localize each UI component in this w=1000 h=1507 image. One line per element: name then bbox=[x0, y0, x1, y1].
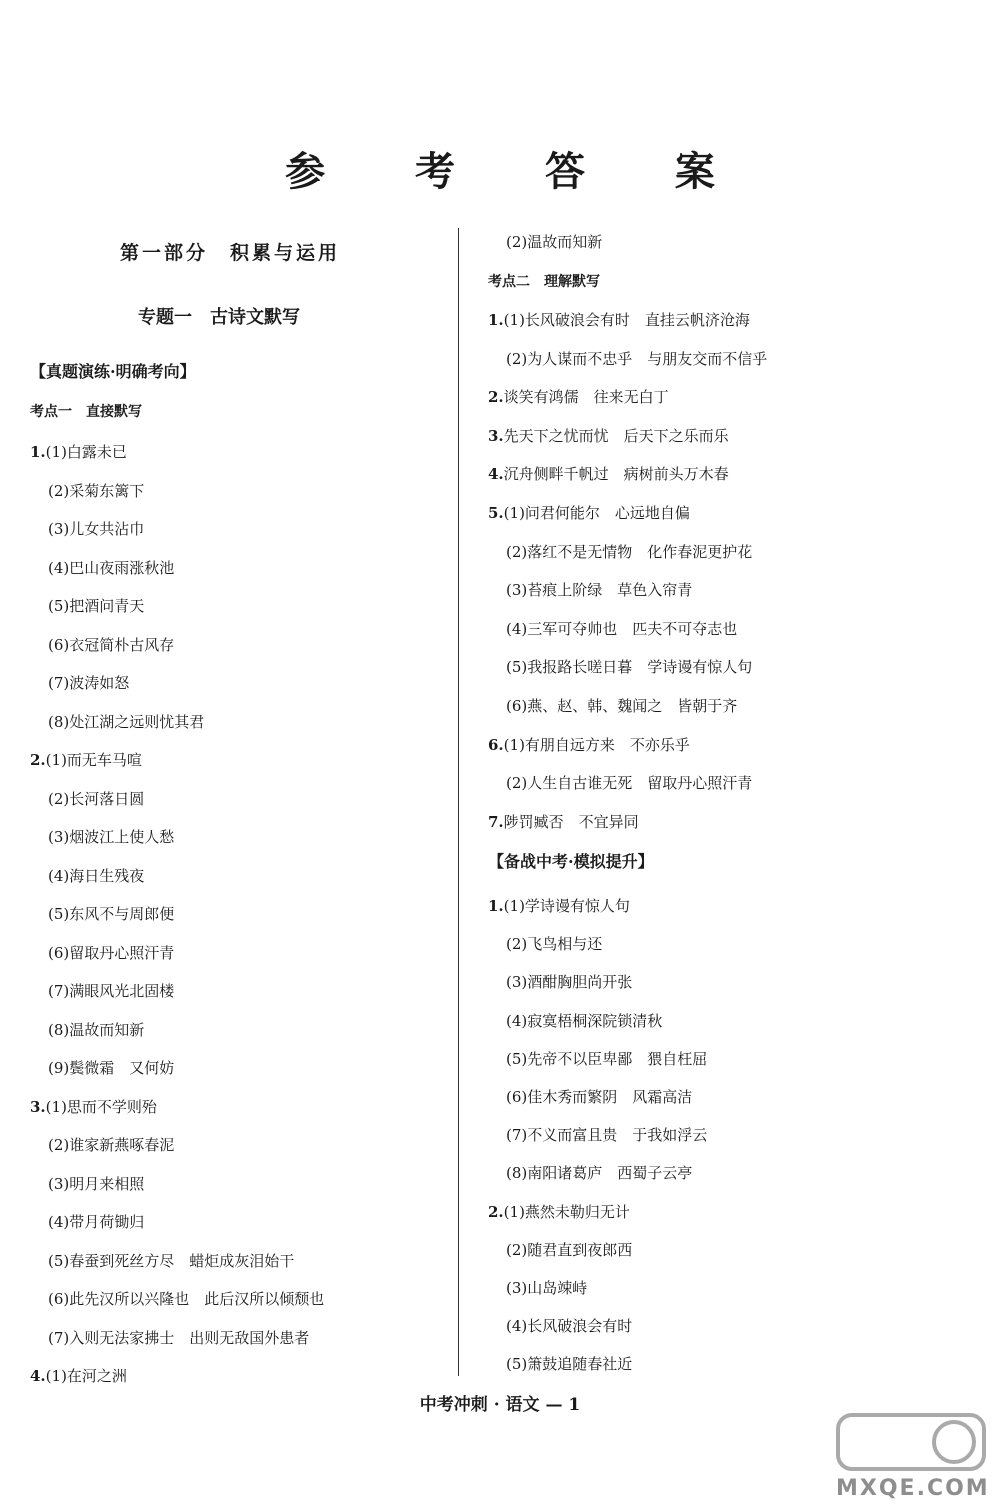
answer-text: (1)学诗谩有惊人句 bbox=[503, 897, 630, 915]
answer-line bbox=[30, 866, 144, 886]
answer-text: 陟罚臧否 不宜异同 bbox=[503, 812, 639, 831]
answer-line bbox=[30, 904, 174, 924]
answer-text: 先天下之忧而忧 后天下之乐而乐 bbox=[503, 426, 729, 445]
section-heading: 【真题演练·明确考向】 bbox=[30, 362, 196, 381]
answer-line: (2)温故而知新 bbox=[506, 233, 603, 251]
answer-text: (6)衣冠简朴古风存 bbox=[48, 635, 175, 654]
answer-text: (3)山岛竦峙 bbox=[506, 1279, 588, 1297]
answer-text: (5)箫鼓追随春社近 bbox=[506, 1355, 633, 1374]
answer-line bbox=[488, 696, 737, 716]
answer-line bbox=[488, 1240, 632, 1260]
answer-text: (2)采菊东篱下 bbox=[48, 481, 145, 500]
answer-text: (1)有朋自远方来 不亦乐乎 bbox=[503, 735, 690, 754]
answer-text: (7)波涛如怒 bbox=[48, 674, 130, 692]
answer-line bbox=[488, 1278, 587, 1298]
answer-line bbox=[488, 426, 729, 446]
answer-line bbox=[30, 1097, 157, 1117]
answer-line bbox=[488, 310, 750, 330]
part-heading: 第一部分 积累与运用 bbox=[120, 242, 341, 264]
answer-line bbox=[30, 1251, 294, 1271]
answer-text: (1)而无车马喧 bbox=[45, 751, 142, 769]
answer-line bbox=[30, 1212, 144, 1232]
answer-line bbox=[30, 750, 142, 770]
answer-text: (5)先帝不以臣卑鄙 猥自枉屈 bbox=[506, 1049, 708, 1068]
answer-line bbox=[30, 1366, 127, 1386]
answer-line bbox=[488, 735, 690, 755]
answer-line bbox=[30, 712, 204, 732]
answer-line bbox=[488, 657, 752, 677]
answer-number: 4. bbox=[488, 465, 504, 484]
answer-text: (4)海日生残夜 bbox=[48, 866, 145, 885]
answer-line bbox=[488, 580, 692, 600]
answer-number: 2. bbox=[30, 751, 46, 769]
answer-line bbox=[488, 619, 737, 639]
answer-line bbox=[488, 387, 669, 407]
answer-text: 沉舟侧畔千帆过 病树前头万木春 bbox=[503, 465, 729, 484]
answer-text: (1)在河之洲 bbox=[45, 1367, 127, 1385]
answer-text: (6)此先汉所以兴隆也 此后汉所以倾颓也 bbox=[48, 1290, 325, 1308]
answer-line bbox=[30, 1289, 324, 1309]
answer-line bbox=[488, 1354, 632, 1374]
answer-text: (4)长风破浪会有时 bbox=[506, 1317, 633, 1336]
watermark-logo-icon bbox=[836, 1411, 986, 1473]
answer-number: 2. bbox=[488, 1202, 504, 1221]
section-heading: 【备战中考·模拟提升】 bbox=[488, 852, 654, 871]
answer-line bbox=[488, 1125, 707, 1145]
answer-text: (1)燕然未勒归无计 bbox=[503, 1202, 630, 1221]
answer-line bbox=[30, 943, 174, 963]
answer-text: (8)南阳诸葛庐 西蜀子云亭 bbox=[506, 1164, 693, 1183]
answer-line bbox=[488, 1011, 662, 1031]
answer-text: (6)燕、赵、韩、魏闻之 皆朝于齐 bbox=[506, 697, 738, 715]
answer-text: (8)温故而知新 bbox=[48, 1020, 145, 1039]
answer-line bbox=[30, 827, 174, 847]
answer-text: (4)寂寞梧桐深院锁清秋 bbox=[506, 1011, 663, 1030]
answer-text: (2)飞鸟相与还 bbox=[506, 935, 603, 954]
answer-number: 1. bbox=[488, 311, 504, 329]
answer-line bbox=[30, 789, 144, 809]
answer-line bbox=[30, 635, 174, 655]
answer-line bbox=[488, 934, 602, 954]
answer-text: (2)长河落日圆 bbox=[48, 789, 145, 808]
answer-number: 5. bbox=[488, 504, 504, 522]
answer-text: (1)问君何能尔 心远地自偏 bbox=[503, 504, 690, 522]
answer-line bbox=[30, 519, 144, 539]
answer-text: (3)苔痕上阶绿 草色入帘青 bbox=[506, 581, 693, 600]
answer-line bbox=[30, 1020, 144, 1040]
answer-text: (1)白露未已 bbox=[45, 443, 127, 461]
answer-text: (4)巴山夜雨涨秋池 bbox=[48, 558, 175, 577]
answer-line bbox=[488, 1049, 707, 1069]
answer-text: (5)把酒问青天 bbox=[48, 597, 145, 615]
answer-line bbox=[488, 464, 729, 484]
watermark bbox=[836, 1411, 990, 1501]
answer-number: 3. bbox=[30, 1097, 46, 1116]
answer-number: 3. bbox=[488, 426, 504, 445]
page-title: 参 考 答 案 bbox=[285, 148, 753, 195]
answer-line bbox=[30, 1135, 174, 1155]
answer-number: 1. bbox=[30, 443, 46, 461]
answer-line bbox=[488, 896, 630, 916]
answer-line bbox=[488, 1087, 692, 1107]
point-heading: 考点一 直接默写 bbox=[30, 404, 142, 420]
answer-text: (7)满眼风光北固楼 bbox=[48, 982, 175, 1000]
answer-line bbox=[488, 1316, 632, 1336]
answer-text: (5)春蚕到死丝方尽 蜡炬成灰泪始干 bbox=[48, 1251, 295, 1270]
answer-text: (1)思而不学则殆 bbox=[45, 1097, 157, 1116]
answer-number: 1. bbox=[488, 897, 504, 915]
answer-line bbox=[488, 503, 690, 523]
answer-text: (7)不义而富且贵 于我如浮云 bbox=[506, 1126, 708, 1145]
answer-line bbox=[488, 972, 632, 992]
watermark-url: MXQE.COM bbox=[836, 1476, 990, 1501]
answer-line bbox=[488, 542, 752, 562]
answer-line bbox=[30, 481, 144, 501]
answer-text: (2)为人谋而不忠乎 与朋友交而不信乎 bbox=[506, 349, 768, 368]
answer-text: (8)处江湖之远则忧其君 bbox=[48, 712, 205, 731]
answer-line bbox=[30, 1328, 309, 1348]
point-heading: 考点二 理解默写 bbox=[488, 274, 600, 290]
answer-line bbox=[30, 981, 174, 1001]
answer-number: 6. bbox=[488, 735, 504, 754]
answer-line bbox=[488, 1202, 630, 1222]
answer-line bbox=[488, 349, 767, 369]
answer-text: 谈笑有鸿儒 往来无白丁 bbox=[503, 388, 669, 407]
answer-number: 2. bbox=[488, 388, 504, 407]
page-footer: 中考冲刺 · 语文 — 1 bbox=[419, 1395, 581, 1415]
answer-text: (5)东风不与周郎便 bbox=[48, 905, 175, 923]
answer-text: (3)明月来相照 bbox=[48, 1174, 145, 1193]
answer-text: (2)落红不是无情物 化作春泥更护花 bbox=[506, 542, 753, 561]
answer-line bbox=[30, 442, 127, 462]
answer-line bbox=[488, 1163, 692, 1183]
answer-number: 7. bbox=[488, 812, 504, 831]
answer-text: (3)酒酣胸胆尚开张 bbox=[506, 973, 633, 992]
column-divider bbox=[458, 228, 459, 1376]
answer-text: (4)带月荷锄归 bbox=[48, 1213, 145, 1231]
answer-text: (2)随君直到夜郎西 bbox=[506, 1240, 633, 1259]
answer-line bbox=[30, 558, 174, 578]
answer-text: (2)人生自古谁无死 留取丹心照汗青 bbox=[506, 774, 753, 793]
answer-text: (3)烟波江上使人愁 bbox=[48, 828, 175, 846]
answer-line bbox=[30, 673, 129, 693]
answer-line bbox=[488, 773, 752, 793]
answer-number: 4. bbox=[30, 1367, 46, 1385]
answer-line bbox=[488, 812, 639, 832]
answer-text: (9)鬓微霜 又何妨 bbox=[48, 1059, 175, 1077]
answer-text: (6)留取丹心照汗青 bbox=[48, 943, 175, 962]
answer-line bbox=[30, 1058, 174, 1078]
answer-text: (1)长风破浪会有时 直挂云帆济沧海 bbox=[503, 311, 750, 329]
answer-text: (4)三军可夺帅也 匹夫不可夺志也 bbox=[506, 619, 738, 638]
answer-line bbox=[30, 1174, 144, 1194]
answer-text: (2)谁家新燕啄春泥 bbox=[48, 1136, 175, 1154]
answer-text: (3)儿女共沾巾 bbox=[48, 520, 145, 538]
answer-text: (5)我报路长嗟日暮 学诗谩有惊人句 bbox=[506, 658, 753, 677]
answer-text: (6)佳木秀而繁阴 风霜高洁 bbox=[506, 1088, 693, 1106]
answer-line bbox=[30, 596, 144, 616]
topic-heading: 专题一 古诗文默写 bbox=[138, 307, 300, 328]
answer-text: (7)入则无法家拂士 出则无敌国外患者 bbox=[48, 1328, 310, 1347]
